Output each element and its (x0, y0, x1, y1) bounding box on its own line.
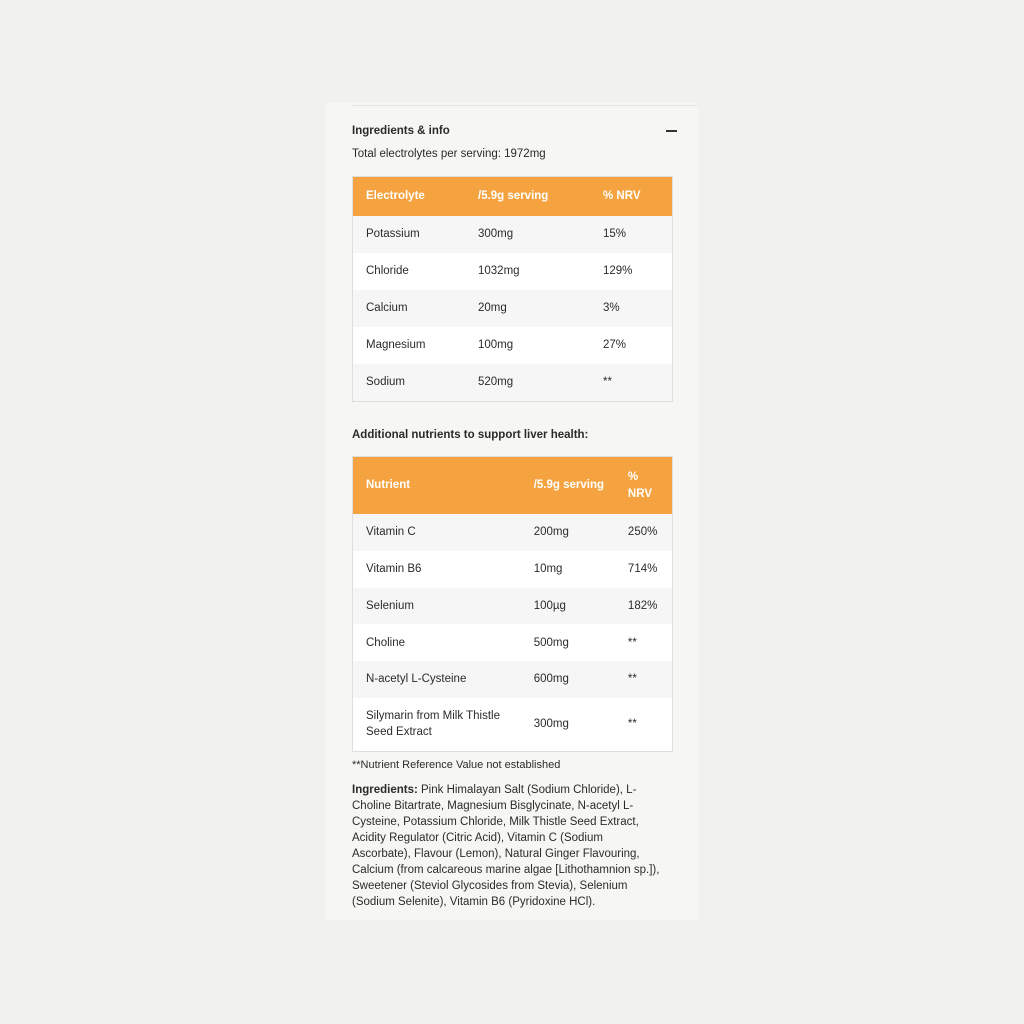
table-row (353, 290, 673, 327)
table-cell: 300mg (465, 216, 590, 253)
nrv-footnote: **Nutrient Reference Value not established (352, 759, 561, 771)
table-cell: 200mg (521, 514, 615, 551)
table-cell: 3% (590, 290, 673, 327)
table-cell: Calcium (353, 290, 466, 327)
table-row (353, 327, 673, 364)
minus-icon[interactable] (666, 121, 677, 141)
table-cell: ** (615, 661, 673, 698)
column-header: /5.9g serving (521, 457, 615, 515)
table-cell: N-acetyl L-Cysteine (353, 661, 521, 698)
nutrients-table (352, 456, 673, 752)
electrolytes-table (352, 176, 673, 402)
table-cell: 129% (590, 253, 673, 290)
table-row (353, 624, 673, 661)
table-cell: Vitamin C (353, 514, 521, 551)
table-header-row (353, 457, 673, 515)
column-header: % NRV (590, 177, 673, 217)
table-header-row (353, 177, 673, 217)
ingredients-label: Ingredients: (352, 784, 418, 796)
column-header: % NRV (615, 457, 673, 515)
table-cell: 27% (590, 327, 673, 364)
table-cell: ** (615, 698, 673, 752)
column-header: Nutrient (353, 457, 521, 515)
table-cell: 250% (615, 514, 673, 551)
column-header: Electrolyte (353, 177, 466, 217)
ingredients-list: Pink Himalayan Salt (Sodium Chloride), L-Choline Bitartrate, Magnesium Bisglycinate, N-acetyl L-Cysteine, Potassium Chloride, Milk Thistle Seed Extract, Acidity Regulator (Citric Acid), Vitamin C (Sodium Ascorbate), Flavour (Lemon), Natural Ginger Flavouring, Calcium (from calcareous marine algae [Lithothamnion sp.]), Sweetener (Steviol Glycosides from Stevia), Selenium (Sodium Selenite), Vitamin B6 (Pyridoxine HCl). (352, 784, 660, 908)
table-cell: Chloride (353, 253, 466, 290)
table-cell: 520mg (465, 364, 590, 402)
ingredients-text (352, 782, 664, 910)
ingredients-accordion-toggle[interactable] (352, 121, 677, 141)
table-cell: 15% (590, 216, 673, 253)
table-cell: 600mg (521, 661, 615, 698)
column-header: /5.9g serving (465, 177, 590, 217)
nutrients-heading: Additional nutrients to support liver health: (352, 429, 589, 441)
table-row (353, 216, 673, 253)
table-cell: 714% (615, 551, 673, 588)
table-cell: 100µg (521, 588, 615, 625)
table-row (353, 364, 673, 402)
accordion-title: Ingredients & info (352, 125, 450, 137)
table-row (353, 514, 673, 551)
table-cell: 100mg (465, 327, 590, 364)
table-row (353, 698, 673, 752)
total-electrolytes-text: Total electrolytes per serving: 1972mg (352, 148, 546, 160)
table-cell: 10mg (521, 551, 615, 588)
table-cell: Potassium (353, 216, 466, 253)
table-cell: ** (590, 364, 673, 402)
table-cell: Choline (353, 624, 521, 661)
table-row (353, 551, 673, 588)
table-cell: 500mg (521, 624, 615, 661)
table-cell: 20mg (465, 290, 590, 327)
table-row (353, 253, 673, 290)
table-cell: 182% (615, 588, 673, 625)
divider (352, 105, 698, 106)
table-cell: Selenium (353, 588, 521, 625)
table-cell: 1032mg (465, 253, 590, 290)
table-cell: ** (615, 624, 673, 661)
table-cell: 300mg (521, 698, 615, 752)
table-cell: Silymarin from Milk Thistle Seed Extract (353, 698, 521, 752)
table-cell: Vitamin B6 (353, 551, 521, 588)
table-row (353, 588, 673, 625)
ingredients-panel (325, 103, 698, 920)
table-row (353, 661, 673, 698)
table-cell: Magnesium (353, 327, 466, 364)
table-cell: Sodium (353, 364, 466, 402)
